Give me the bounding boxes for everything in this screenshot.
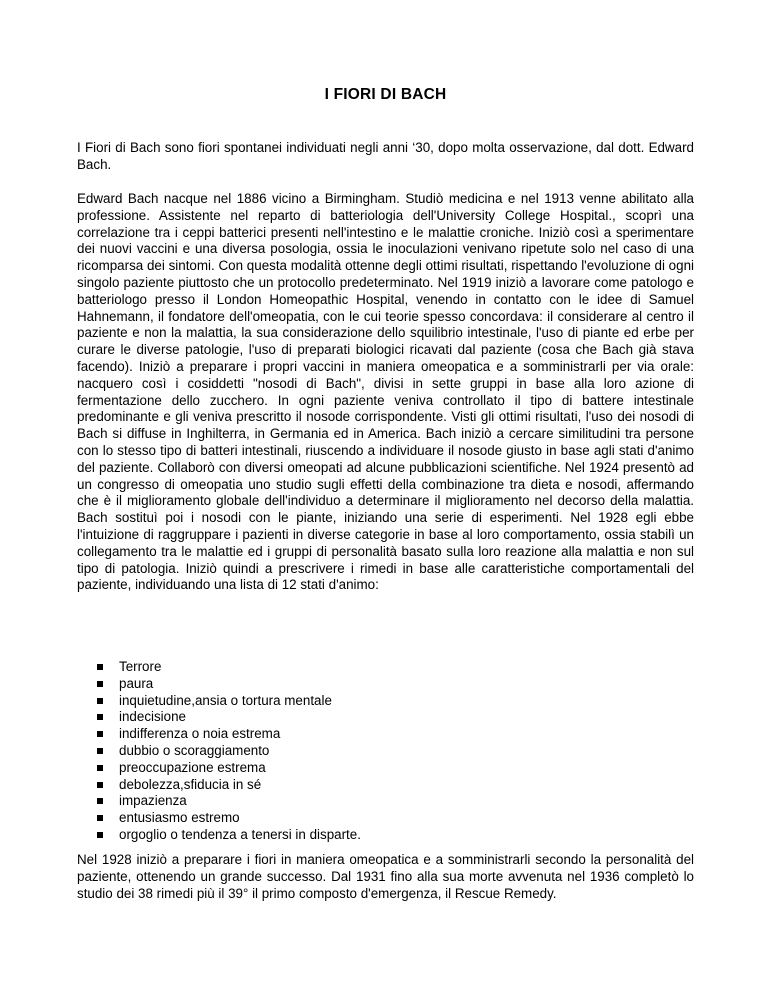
list-item-text: inquietudine,ansia o tortura mentale (119, 692, 332, 708)
intro-paragraph: I Fiori di Bach sono fiori spontanei individuati negli anni ‘30, dopo molta osservazione, dal dott. Edward Bach. (77, 140, 694, 172)
list-item (77, 693, 694, 710)
list-item (77, 743, 694, 760)
square-bullet-icon (97, 698, 103, 704)
biography-paragraph: Edward Bach nacque nel 1886 vicino a Birmingham. Studiò medicina e nel 1913 venne abilitato alla professione. Assistente nel reparto di batteriologia dell'University College Hospital., scoprì una correlazione tra i ceppi batterici presenti nell'intestino e le malattie croniche. Iniziò così a sperimentare dei nuovi vaccini e una diversa posologia, ossia le inoculazioni venivano ripetute solo nel caso di una ricomparsa dei sintomi. Con questa modalità ottenne degli ottimi risultati, rispettando l'evoluzione di ogni singolo paziente piuttosto che un protocollo predeterminato. Nel 1919 iniziò a lavorare come patologo e batteriologo presso il London Homeopathic Hospital, venendo in contatto con le idee di Samuel Hahnemann, il fondatore dell'omeopatia, con le cui teorie spesso concordava: il considerare al centro il paziente e non la malattia, la sua considerazione dello squilibrio intestinale, l'uso di piante ed erbe per curare le diverse patologie, l'uso di preparati biologici ricavati dal paziente (cosa che Bach già stava facendo). Iniziò a preparare i propri vaccini in maniera omeopatica e a somministrarli per via orale: nacquero così i cosiddetti "nosodi di Bach", divisi in sette gruppi in base alla loro azione di fermentazione dello zucchero. In ogni paziente veniva controllato il tipo di battere intestinale predominante e gli veniva prescritto il nosode corrispondente. Visti gli ottimi risultati, l'uso dei nosodi di Bach si diffuse in Inghilterra, in Germania ed in America. Bach iniziò a cercare similitudini tra persone con lo stesso tipo di batteri intestinali, riuscendo a individuare il nosode giusto in base agli stati d'animo del paziente. Collaborò con diversi omeopati ad alcune pubblicazioni scientifiche. Nel 1924 presentò ad un congresso di omeopatia uno studio sugli effetti della combinazione tra dieta e nosodi, affermando che è il miglioramento globale dell'individuo a determinare il miglioramento nel decorso della malattia. Bach sostituì poi i nosodi con le piante, iniziando una serie di esperimenti. Nel 1928 egli ebbe l'intuizione di raggruppare i pazienti in diverse categorie in base al loro comportamento, ossia stabilì un collegamento tra le malattie ed i gruppi di personalità basato sulla loro reazione alla malattia e non sul tipo di patologia. Iniziò quindi a prescrivere i rimedi in base alle caratteristiche comportamentali del paziente, individuando una lista di 12 stati d'animo: (77, 191, 694, 593)
emotional-states-list (77, 659, 694, 844)
square-bullet-icon (97, 832, 103, 838)
list-item-text: preoccupazione estrema (119, 759, 266, 775)
square-bullet-icon (97, 681, 103, 687)
list-item-text: Terrore (119, 659, 162, 674)
square-bullet-icon (97, 782, 103, 788)
document-title: I FIORI DI BACH (324, 86, 447, 103)
list-item (77, 777, 694, 794)
list-item (77, 793, 694, 810)
list-item-text: impazienza (119, 793, 187, 809)
list-item (77, 659, 694, 676)
square-bullet-icon (97, 765, 103, 771)
list-item (77, 760, 694, 777)
list-item (77, 726, 694, 743)
list-item-text: debolezza,sfiducia in sé (119, 776, 262, 792)
list-item-text: orgoglio o tendenza a tenersi in disparte. (119, 826, 361, 842)
list-item-text: indifferenza o noia estrema (119, 726, 281, 742)
list-item-text: entusiasmo estremo (119, 810, 240, 826)
list-item (77, 810, 694, 827)
list-item-text: indecisione (119, 709, 186, 725)
square-bullet-icon (97, 731, 103, 737)
closing-paragraph: Nel 1928 iniziò a preparare i fiori in maniera omeopatica e a somministrarli secondo la personalità del paziente, ottenendo un grande successo. Dal 1931 fino alla sua morte avvenuta nel 1936 completò lo studio dei 38 rimedi più il 39° il primo composto d'emergenza, il Rescue Remedy. (77, 852, 694, 901)
square-bullet-icon (97, 714, 103, 720)
square-bullet-icon (97, 815, 103, 821)
square-bullet-icon (97, 664, 103, 670)
list-item (77, 827, 694, 844)
list-item-text: dubbio o scoraggiamento (119, 742, 270, 758)
list-item (77, 709, 694, 726)
square-bullet-icon (97, 798, 103, 804)
square-bullet-icon (97, 748, 103, 754)
list-item (77, 676, 694, 693)
list-item-text: paura (119, 675, 154, 691)
